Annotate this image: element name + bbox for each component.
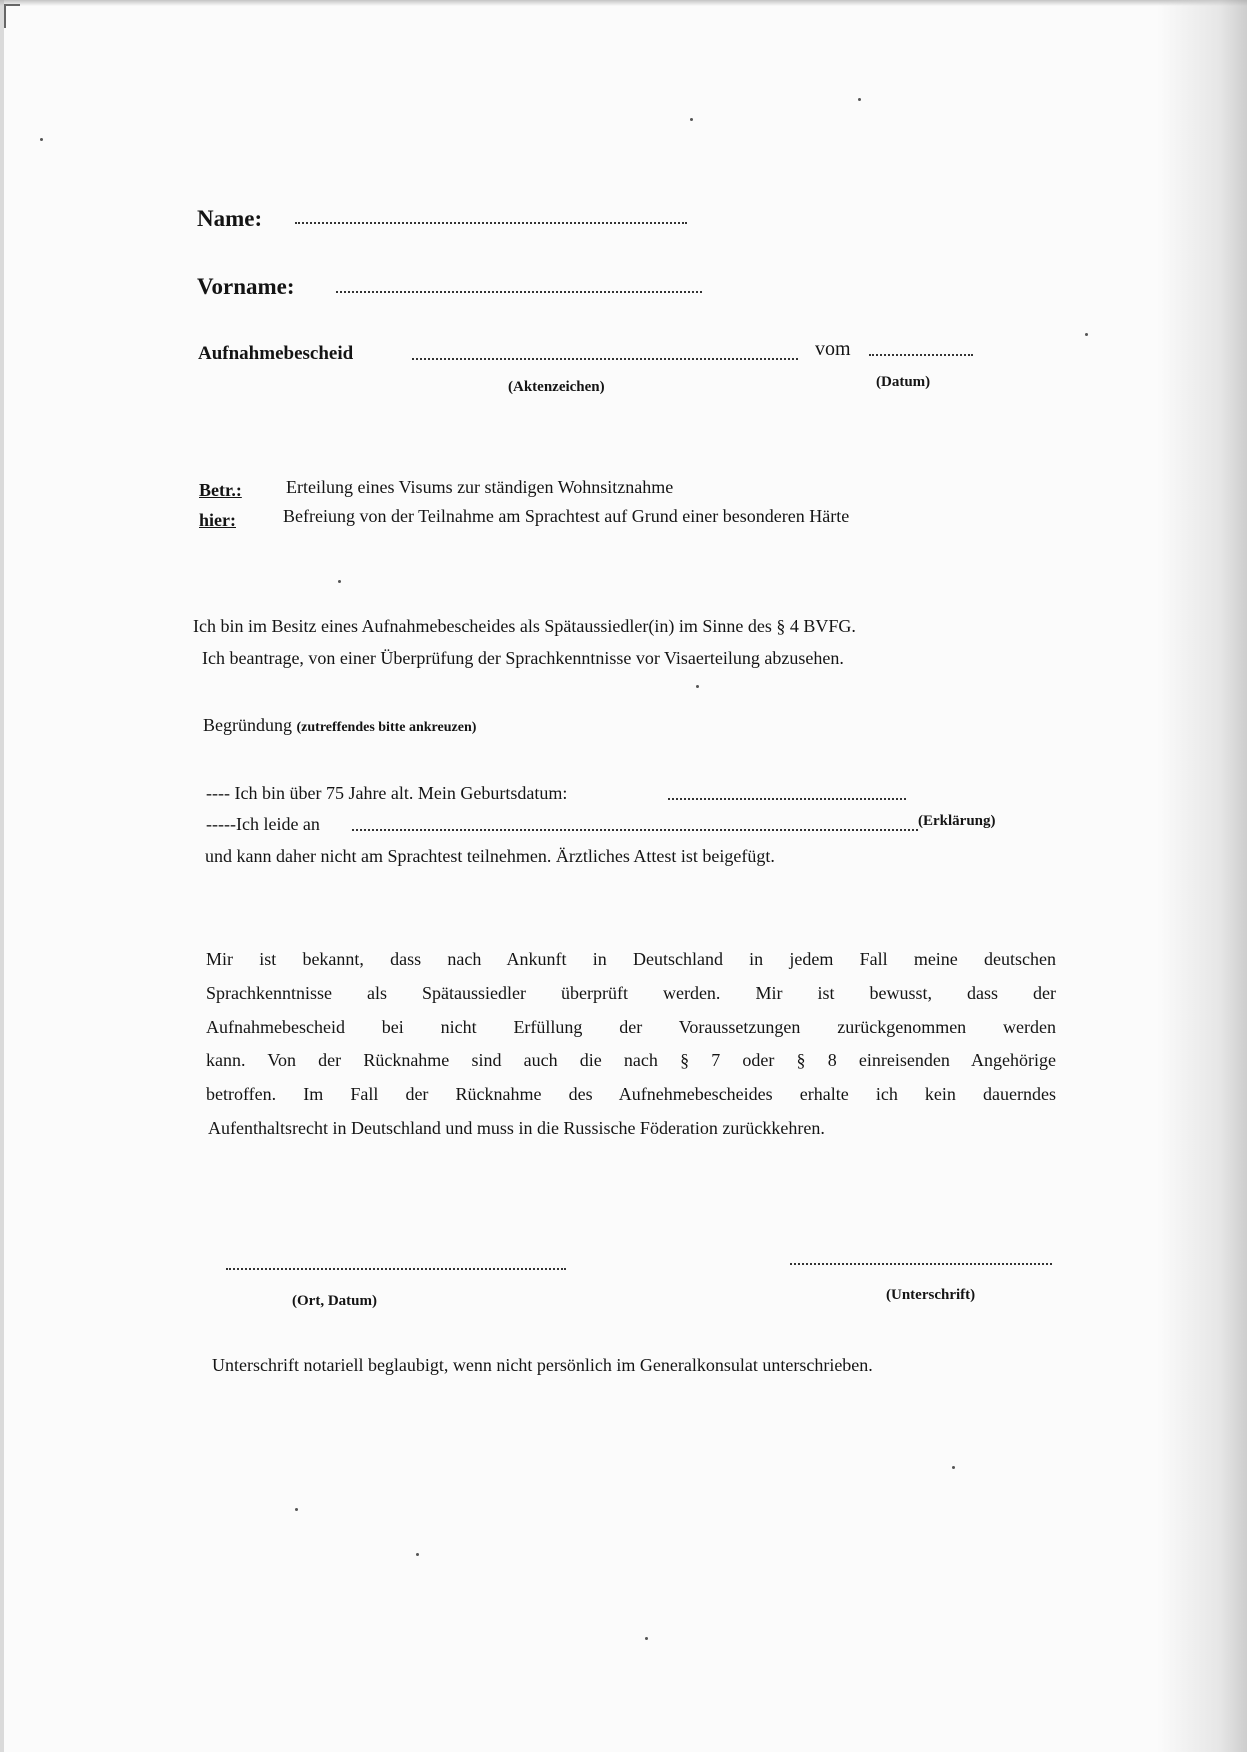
geburtsdatum-field[interactable] bbox=[668, 798, 906, 800]
scan-edge-top bbox=[0, 0, 1247, 6]
scan-edge-left bbox=[0, 0, 4, 1752]
unterschrift-field[interactable] bbox=[790, 1263, 1052, 1265]
scan-edge-right bbox=[1157, 0, 1247, 1752]
scan-speck bbox=[338, 580, 341, 583]
vom-label: vom bbox=[815, 338, 851, 360]
betr-text: Erteilung eines Visums zur ständigen Wohnsitznahme bbox=[286, 477, 674, 497]
intro-line-2: Ich beantrage, von einer Überprüfung der Sprachkenntnisse vor Visaerteilung abzusehen. bbox=[202, 648, 844, 668]
option-age[interactable]: ---- Ich bin über 75 Jahre alt. Mein Geburtsdatum: bbox=[206, 783, 568, 803]
scan-speck bbox=[1085, 333, 1088, 336]
aktenzeichen-field[interactable] bbox=[412, 358, 798, 360]
reason-heading: Begründung bbox=[203, 715, 292, 735]
scan-corner-mark bbox=[4, 4, 20, 28]
ort-datum-field[interactable] bbox=[226, 1268, 566, 1270]
scan-speck bbox=[952, 1466, 955, 1469]
notice-line-4: kann. Von der Rücknahme sind auch die nach § 7 oder § 8 einreisenden Angehörige bbox=[206, 1050, 1056, 1070]
vorname-label: Vorname: bbox=[197, 274, 295, 299]
ort-datum-caption: (Ort, Datum) bbox=[292, 1293, 377, 1309]
notice-line-2: Sprachkenntnisse als Spätaussiedler überprüft werden. Mir ist bewusst, dass der bbox=[206, 983, 1056, 1003]
reason-heading-line bbox=[203, 716, 476, 735]
notarization-note: Unterschrift notariell beglaubigt, wenn nicht persönlich im Generalkonsulat unterschrieben. bbox=[212, 1355, 873, 1375]
notice-line-6: Aufenthaltsrecht in Deutschland und muss in die Russische Föderation zurückkehren. bbox=[208, 1118, 825, 1138]
hier-text: Befreiung von der Teilnahme am Sprachtest auf Grund einer besonderen Härte bbox=[283, 506, 850, 526]
scan-speck bbox=[858, 98, 861, 101]
reason-conclusion: und kann daher nicht am Sprachtest teilnehmen. Ärztliches Attest ist beigefügt. bbox=[205, 846, 775, 866]
datum-caption: (Datum) bbox=[876, 374, 931, 390]
datum-field[interactable] bbox=[869, 354, 973, 356]
aktenzeichen-caption: (Aktenzeichen) bbox=[508, 379, 605, 395]
scan-speck bbox=[645, 1637, 648, 1640]
hier-label: hier: bbox=[199, 510, 236, 530]
betr-label: Betr.: bbox=[199, 480, 242, 500]
scan-speck bbox=[295, 1508, 298, 1511]
scan-speck bbox=[40, 138, 43, 141]
reason-hint: (zutreffendes bitte ankreuzen) bbox=[296, 720, 477, 735]
name-label: Name: bbox=[197, 206, 263, 231]
notice-line-5: betroffen. Im Fall der Rücknahme des Aufnehmebescheides erhalte ich kein dauerndes bbox=[206, 1084, 1056, 1104]
unterschrift-caption: (Unterschrift) bbox=[886, 1287, 976, 1303]
notice-line-3: Aufnahmebescheid bei nicht Erfüllung der Voraussetzungen zurückgenommen werden bbox=[206, 1017, 1056, 1037]
scan-speck bbox=[690, 118, 693, 121]
vorname-field[interactable] bbox=[336, 291, 702, 293]
erklaerung-caption: (Erklärung) bbox=[918, 813, 996, 829]
aufnahmebescheid-label: Aufnahmebescheid bbox=[198, 343, 354, 364]
illness-field[interactable] bbox=[352, 829, 918, 831]
scan-speck bbox=[696, 685, 699, 688]
option-illness[interactable]: -----Ich leide an bbox=[206, 814, 320, 834]
scan-speck bbox=[416, 1553, 419, 1556]
notice-line-1: Mir ist bekannt, dass nach Ankunft in Deutschland in jedem Fall meine deutschen bbox=[206, 949, 1056, 969]
intro-line-1: Ich bin im Besitz eines Aufnahmebescheides als Spätaussiedler(in) im Sinne des § 4 BVFG. bbox=[193, 616, 856, 636]
name-field[interactable] bbox=[295, 222, 687, 224]
